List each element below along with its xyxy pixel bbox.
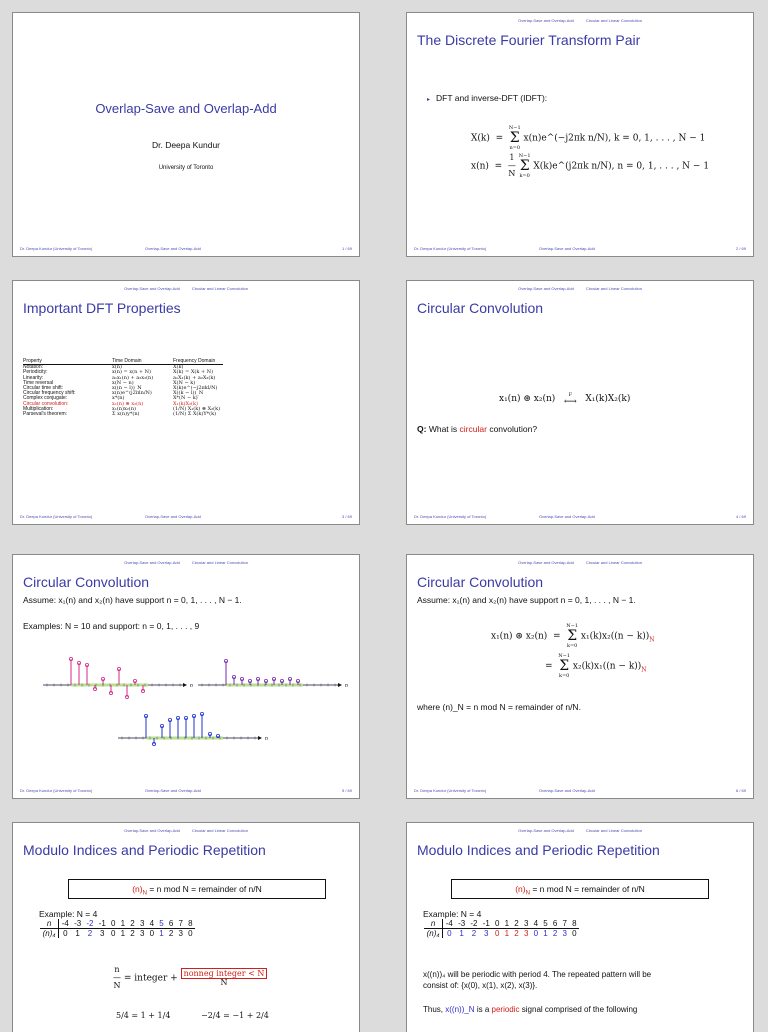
- n-cell: -3: [71, 919, 83, 929]
- axis-label: n: [265, 736, 268, 742]
- slide-nav: [407, 828, 753, 833]
- n-cell: -4: [59, 919, 72, 929]
- time-domain: x*(n): [112, 395, 125, 402]
- support-band: [226, 684, 303, 687]
- question-text: What is: [428, 424, 458, 434]
- institution: University of Toronto: [158, 165, 214, 171]
- example-text: Examples: N = 10 and support: n = 0, 1, . . . , 9: [23, 621, 200, 631]
- slide-footer: [414, 788, 746, 793]
- double-arrow-icon: ⟷: [563, 397, 577, 407]
- mod-cell: 2: [130, 929, 135, 938]
- slide-nav: [13, 828, 359, 833]
- time-domain: x(N − n): [112, 379, 134, 386]
- conv-lhs: x₁(n) ⊛ x₂(n): [499, 394, 556, 404]
- nav-section-1[interactable]: Overlap-Save and Overlap-Add: [518, 560, 574, 565]
- conv-rhs: x₂(k)x₁((n − k)): [572, 661, 642, 672]
- property-name: Circular convolution:: [23, 400, 69, 407]
- nav-section-1[interactable]: Overlap-Save and Overlap-Add: [124, 286, 180, 291]
- sum-lower: k=0: [558, 673, 570, 679]
- nav-section-1[interactable]: Overlap-Save and Overlap-Add: [518, 18, 574, 23]
- row-label: (n)₄: [424, 929, 443, 939]
- mod-cell: 3: [178, 929, 183, 938]
- footer-author: Dr. Deepa Kundur (University of Toronto): [20, 514, 93, 519]
- decomposition-text: = integer +: [123, 973, 178, 984]
- mod-cell: 0: [447, 929, 452, 938]
- table-header: Frequency Domain: [173, 359, 223, 365]
- frequency-domain: X((k − l))_N: [173, 390, 204, 397]
- n-cell: 5: [541, 919, 551, 929]
- paragraph-text: signal comprised of the following: [521, 1005, 638, 1014]
- mod-cell: 3: [100, 929, 105, 938]
- example-right: −2/4 = −1 + 2/4: [201, 1011, 269, 1020]
- conv-rhs: x₁(k)x₂((n − k)): [580, 631, 650, 642]
- nav-section-1[interactable]: Overlap-Save and Overlap-Add: [124, 560, 180, 565]
- dft-properties-table: [23, 359, 223, 417]
- n-cell: 8: [186, 919, 196, 929]
- table-row: [424, 919, 579, 929]
- property-name: Circular time shift:: [23, 385, 64, 392]
- support-band: [146, 737, 223, 740]
- mod-lhs: (n): [132, 884, 143, 894]
- mod-cell: 0: [63, 929, 68, 938]
- stem-plots: [13, 650, 360, 799]
- n-cell: 2: [512, 919, 522, 929]
- mod-cell: 0: [495, 929, 500, 938]
- axis-arrow-icon: [258, 736, 262, 740]
- footer-title: Overlap-Save and Overlap-Add: [539, 788, 595, 793]
- table-row: [40, 929, 195, 939]
- slide-nav: [407, 286, 753, 291]
- footer-author: Dr. Deepa Kundur (University of Toronto): [20, 246, 93, 251]
- table-row: [40, 919, 195, 929]
- slide-title: Circular Convolution: [23, 574, 150, 590]
- slide-title: Important DFT Properties: [23, 300, 181, 316]
- mod-cell: 2: [87, 929, 93, 938]
- convolution-theorem: [499, 391, 630, 406]
- bullet-text: DFT and inverse-DFT (IDFT):: [436, 93, 548, 103]
- table-header: Time Domain: [112, 359, 173, 365]
- property-name: Multiplication:: [23, 405, 54, 412]
- mod-cell: 1: [504, 929, 510, 938]
- mod-lhs: (n): [515, 884, 526, 894]
- sum-lower: k=0: [566, 643, 578, 649]
- mod-cell: 2: [552, 929, 558, 938]
- slide-nav: [13, 286, 359, 291]
- n-cell: 8: [570, 919, 580, 929]
- paragraph-text: is a: [476, 1005, 490, 1014]
- stem-plot-1: [43, 657, 193, 698]
- mod-rhs: = n mod N = remainder of n/N: [532, 884, 645, 894]
- sum-upper: N−1: [518, 153, 531, 159]
- n-cell: 0: [108, 919, 118, 929]
- property-name: Notation:: [23, 364, 44, 371]
- n-cell: 4: [531, 919, 541, 929]
- mod-cell: 1: [159, 929, 164, 938]
- n-cell: 4: [147, 919, 157, 929]
- time-domain: Σ x(n)y*(n): [112, 411, 140, 418]
- nav-section-1[interactable]: Overlap-Save and Overlap-Add: [124, 828, 180, 833]
- time-domain: x(n): [112, 364, 122, 371]
- property-name: Time reversal: [23, 379, 54, 386]
- highlight-blue: x((n))_N: [445, 1005, 475, 1014]
- dft-equation: X(k) = N−1 Σ n=0 x(n)e^(−j2πk n/N), k = 0, 1, . . . , N − 1: [471, 125, 706, 151]
- slide-footer: [414, 514, 746, 519]
- mod-cell: 2: [471, 929, 477, 938]
- mod-cell: 1: [543, 929, 548, 938]
- time-domain: x₁(n)x₂(n): [112, 405, 136, 412]
- mod-cell: 0: [533, 929, 539, 938]
- nav-section-2[interactable]: Circular and Linear Convolution: [191, 560, 248, 565]
- question: [417, 424, 537, 434]
- sum-lower: n=0: [509, 145, 521, 151]
- mod-cell: 3: [562, 929, 567, 938]
- nav-section-2[interactable]: Circular and Linear Convolution: [191, 286, 248, 291]
- n-cell: 2: [128, 919, 138, 929]
- property-name: Periodicity:: [23, 369, 48, 376]
- time-domain: x((n − l))_N: [112, 385, 142, 392]
- page-number: 2 / 69: [735, 246, 746, 251]
- row-label: (n)₄: [40, 929, 59, 939]
- nav-section-2[interactable]: Circular and Linear Convolution: [585, 286, 642, 291]
- slide-2: [406, 12, 754, 257]
- axis-label: n: [190, 683, 193, 689]
- n-cell: 5: [157, 919, 167, 929]
- conv-lhs: x₁(n) ⊛ x₂(n): [491, 631, 548, 642]
- n-cell: 3: [137, 919, 147, 929]
- mod-cell: 0: [111, 929, 116, 938]
- footer-title: Overlap-Save and Overlap-Add: [145, 514, 201, 519]
- footer-author: Dr. Deepa Kundur (University of Toronto): [414, 788, 487, 793]
- nav-section-2[interactable]: Circular and Linear Convolution: [585, 18, 642, 23]
- footer-author: Dr. Deepa Kundur (University of Toronto): [20, 788, 93, 793]
- paragraph-line: x((n))₄ will be periodic with period 4. The repeated pattern will be: [423, 970, 652, 979]
- example-text: Example: N = 4: [423, 909, 482, 919]
- slide-nav: [407, 560, 753, 565]
- sum-lower: k=0: [519, 173, 530, 179]
- slide-title: Circular Convolution: [417, 574, 544, 590]
- n-cell: 0: [492, 919, 502, 929]
- n-cell: -2: [468, 919, 480, 929]
- question-text: convolution?: [489, 424, 538, 434]
- support-band: [71, 684, 148, 687]
- time-domain: x(n)e^(j2πln/N): [112, 390, 152, 397]
- slide-3: [12, 280, 360, 525]
- modulo-definition: where (n)_N = n mod N = remainder of n/N.: [417, 702, 581, 712]
- page-number: 4 / 69: [735, 514, 746, 519]
- footer-title: Overlap-Save and Overlap-Add: [539, 246, 595, 251]
- frequency-domain: X(k)e^(−j2πkl/N): [173, 385, 218, 392]
- n-cell: 1: [118, 919, 128, 929]
- axis-label: n: [345, 683, 348, 689]
- slide-footer: [20, 246, 352, 251]
- dft-lhs: X(k): [471, 133, 490, 144]
- property-name: Linearity:: [23, 374, 44, 381]
- frequency-domain: X(k) = X(k + N): [173, 369, 214, 376]
- example-left: 5/4 = 1 + 1/4: [116, 1011, 171, 1020]
- modulo-definition-box: $(n)_N = n$ mod N = remainder of n/N: [68, 879, 326, 899]
- n-cell: -1: [96, 919, 108, 929]
- circular-conv-equation-2: = N−1 Σ k=0 $x_2(k)x_1((n - k))_N$: [545, 653, 647, 679]
- n-cell: 6: [550, 919, 560, 929]
- nav-section-2[interactable]: Circular and Linear Convolution: [585, 560, 642, 565]
- frequency-domain: X*(N − k): [173, 395, 198, 402]
- mod-cell: 0: [572, 929, 577, 938]
- slide-1: [12, 12, 360, 257]
- property-name: Complex conjugate:: [23, 395, 68, 402]
- slide-footer: [20, 514, 352, 519]
- assumption: Assume: x₁(n) and x₂(n) have support n = 0, 1, . . . , N − 1.: [417, 595, 636, 605]
- nav-section-1[interactable]: Overlap-Save and Overlap-Add: [518, 286, 574, 291]
- modulo-table: [40, 919, 195, 938]
- property-name: Circular frequency shift:: [23, 390, 76, 397]
- footer-author: Dr. Deepa Kundur (University of Toronto): [414, 246, 487, 251]
- nav-section-2[interactable]: Circular and Linear Convolution: [585, 828, 642, 833]
- frequency-domain: a₁X₁(k) + a₂X₂(k): [173, 374, 216, 381]
- slide-nav: [13, 560, 359, 565]
- modulo-subscript: N: [649, 636, 655, 644]
- frequency-domain: X₁(k)X₂(k): [173, 400, 198, 407]
- slide-nav: [407, 18, 753, 23]
- slide-footer: [20, 788, 352, 793]
- nav-section-2[interactable]: Circular and Linear Convolution: [191, 828, 248, 833]
- highlight-red: periodic: [491, 1005, 520, 1014]
- mod-cell: 2: [168, 929, 174, 938]
- slide-8: [406, 822, 754, 1032]
- bullet-triangle-icon: ▸: [427, 97, 431, 103]
- property-name: Parseval's theorem:: [23, 411, 68, 418]
- row-label: n: [40, 919, 59, 929]
- idft-equation: x(n) = 1 — N N−1 Σ k=0 X(k)e^(j2πk n/N), n = 0, 1, . . . , N − 1: [471, 153, 710, 179]
- n-cell: 7: [176, 919, 186, 929]
- denominator: N: [220, 978, 228, 987]
- bullet: [427, 93, 547, 103]
- frequency-domain: X(k): [173, 364, 184, 371]
- mod-cell: 1: [120, 929, 126, 938]
- frequency-domain: (1/N) X₁(k) ⊛ X₂(k): [173, 405, 221, 412]
- modulo-subscript: N: [641, 666, 647, 674]
- question-highlight: circular: [459, 424, 487, 434]
- dft-rhs: x(n)e^(−j2πk n/N), k = 0, 1, . . . , N − 1: [523, 133, 706, 144]
- modulo-table: [424, 919, 579, 938]
- time-domain: a₁x₁(n) + a₂x₂(n): [112, 374, 154, 381]
- question-label: Q:: [417, 424, 427, 434]
- footer-title: Overlap-Save and Overlap-Add: [145, 246, 201, 251]
- sum-upper: N−1: [566, 623, 579, 629]
- mod-cell: 1: [75, 929, 80, 938]
- n-cell: 1: [502, 919, 512, 929]
- slide-5: [12, 554, 360, 799]
- footer-title: Overlap-Save and Overlap-Add: [145, 788, 201, 793]
- slide-4: [406, 280, 754, 525]
- table-header: Property: [23, 359, 112, 365]
- sum-upper: N−1: [558, 653, 571, 659]
- slide-title: Circular Convolution: [417, 300, 544, 316]
- frequency-domain: (1/N) Σ X(k)Y*(k): [173, 411, 217, 418]
- n-cell: -2: [84, 919, 96, 929]
- footer-author: Dr. Deepa Kundur (University of Toronto): [414, 514, 487, 519]
- mod-cell: 0: [149, 929, 155, 938]
- page-number: 3 / 69: [341, 514, 352, 519]
- integer-decomposition: n — N = integer + nonneg integer < N N: [113, 966, 267, 990]
- n-cell: 6: [166, 919, 176, 929]
- stem-plot-3: [118, 712, 268, 745]
- time-domain: x(n) = x(n + N): [112, 369, 151, 376]
- example-text: Example: N = 4: [39, 909, 98, 919]
- frequency-domain: X(N − k): [173, 379, 196, 386]
- slide-title: Modulo Indices and Periodic Repetition: [23, 842, 266, 858]
- remainder-box: nonneg integer < N: [181, 968, 268, 979]
- paragraph-line: consist of: {x(0), x(1), x(2), x(3)}.: [423, 981, 538, 990]
- n-cell: -1: [480, 919, 492, 929]
- sum-upper: N−1: [508, 125, 521, 131]
- slide-title: The Discrete Fourier Transform Pair: [417, 32, 641, 48]
- paragraph-text: Thus,: [423, 1005, 444, 1014]
- axis-arrow-icon: [183, 683, 187, 687]
- time-domain: x₁(n) ⊛ x₂(n): [112, 400, 144, 407]
- page-number: 1 / 69: [341, 246, 352, 251]
- n-cell: 7: [560, 919, 570, 929]
- stem-plot-2: [198, 659, 348, 689]
- footer-title: Overlap-Save and Overlap-Add: [539, 514, 595, 519]
- n-cell: -3: [455, 919, 467, 929]
- mod-cell: 3: [139, 929, 145, 938]
- mod-cell: 2: [514, 929, 519, 938]
- n-cell: -4: [443, 919, 456, 929]
- slide-7: [12, 822, 360, 1032]
- fourier-label: F: [568, 392, 573, 398]
- slide-footer: [414, 246, 746, 251]
- mod-rhs: = n mod N = remainder of n/N: [149, 884, 262, 894]
- slide-6: [406, 554, 754, 799]
- table-row: [424, 929, 579, 939]
- table-row: [23, 412, 223, 417]
- axis-arrow-icon: [338, 683, 342, 687]
- conv-rhs: X₁(k)X₂(k): [585, 394, 631, 404]
- author: Dr. Deepa Kundur: [151, 140, 221, 150]
- mod-cell: 3: [484, 929, 489, 938]
- page-number: 6 / 69: [735, 788, 746, 793]
- paragraph-line: [423, 1005, 637, 1014]
- row-label: n: [424, 919, 443, 929]
- modulo-definition-box: $(n)_N = n$ mod N = remainder of n/N: [451, 879, 709, 899]
- nav-section-1[interactable]: Overlap-Save and Overlap-Add: [518, 828, 574, 833]
- assumption: Assume: x₁(n) and x₂(n) have support n = 0, 1, . . . , N − 1.: [23, 595, 242, 605]
- n-cell: 3: [521, 919, 531, 929]
- mod-cell: 0: [188, 929, 193, 938]
- idft-lhs: x(n): [471, 161, 489, 172]
- idft-rhs: X(k)e^(j2πk n/N), n = 0, 1, . . . , N − 1: [533, 161, 710, 172]
- circular-conv-equation-1: x₁(n) ⊛ x₂(n) = N−1 Σ k=0 $x_1(k)x_2((n - k))_N$: [491, 623, 655, 649]
- mod-cell: 3: [523, 929, 529, 938]
- presentation-title: Overlap-Save and Overlap-Add: [95, 101, 277, 116]
- mod-cell: 1: [459, 929, 464, 938]
- page-number: 5 / 69: [341, 788, 352, 793]
- slide-title: Modulo Indices and Periodic Repetition: [417, 842, 660, 858]
